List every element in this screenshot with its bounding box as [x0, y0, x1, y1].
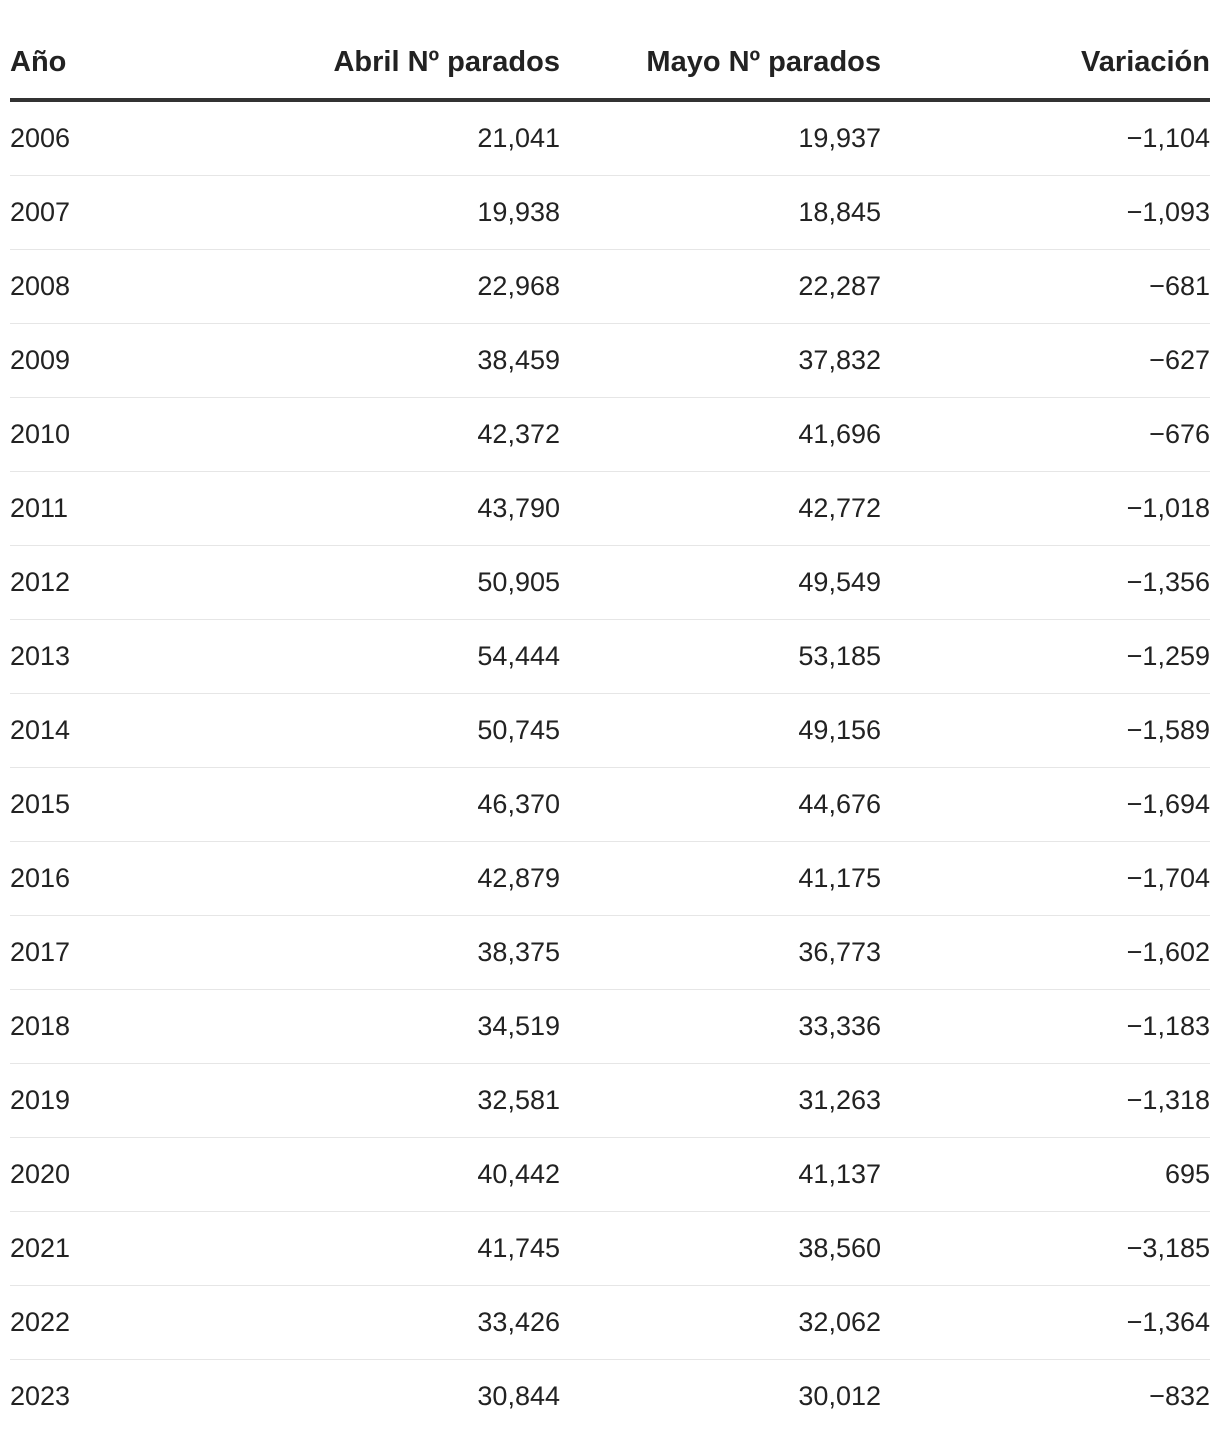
cell-variation: −3,185: [881, 1212, 1210, 1286]
cell-april-unemployed: 42,372: [240, 398, 560, 472]
cell-variation: −1,694: [881, 768, 1210, 842]
cell-may-unemployed: 49,156: [560, 694, 881, 768]
cell-may-unemployed: 37,832: [560, 324, 881, 398]
cell-year: 2008: [10, 250, 240, 324]
cell-april-unemployed: 54,444: [240, 620, 560, 694]
cell-variation: −1,589: [881, 694, 1210, 768]
table-row: [10, 842, 1210, 916]
cell-year: 2016: [10, 842, 240, 916]
cell-april-unemployed: 40,442: [240, 1138, 560, 1212]
cell-may-unemployed: 22,287: [560, 250, 881, 324]
cell-may-unemployed: 41,175: [560, 842, 881, 916]
cell-variation: −1,356: [881, 546, 1210, 620]
table-row: [10, 620, 1210, 694]
cell-variation: 695: [881, 1138, 1210, 1212]
cell-april-unemployed: 38,459: [240, 324, 560, 398]
cell-year: 2022: [10, 1286, 240, 1360]
cell-variation: −627: [881, 324, 1210, 398]
table-row: [10, 100, 1210, 176]
cell-year: 2014: [10, 694, 240, 768]
cell-year: 2012: [10, 546, 240, 620]
cell-april-unemployed: 38,375: [240, 916, 560, 990]
header-variation[interactable]: Variación: [881, 26, 1210, 100]
table-row: [10, 176, 1210, 250]
cell-april-unemployed: 21,041: [240, 100, 560, 176]
cell-april-unemployed: 41,745: [240, 1212, 560, 1286]
cell-may-unemployed: 42,772: [560, 472, 881, 546]
table-body: [10, 100, 1210, 1433]
cell-year: 2019: [10, 1064, 240, 1138]
header-row: [10, 26, 1210, 100]
cell-variation: −832: [1149, 1381, 1210, 1411]
table-row: [10, 768, 1210, 842]
cell-may-unemployed: 33,336: [560, 990, 881, 1064]
cell-variation: −1,104: [881, 100, 1210, 176]
table-row: [10, 1138, 1210, 1212]
cell-year: 2006: [10, 100, 240, 176]
cell-april-unemployed: 43,790: [240, 472, 560, 546]
cell-year: 2013: [10, 620, 240, 694]
cell-variation: −1,364: [881, 1286, 1210, 1360]
table-row: [10, 1212, 1210, 1286]
cell-april-unemployed: 22,968: [240, 250, 560, 324]
cell-year: 2018: [10, 990, 240, 1064]
table-row: [10, 324, 1210, 398]
cell-may-unemployed: 38,560: [560, 1212, 881, 1286]
cell-may-unemployed: 44,676: [560, 768, 881, 842]
table-row: [10, 398, 1210, 472]
cell-variation: −1,093: [881, 176, 1210, 250]
table-row: [10, 472, 1210, 546]
cell-variation: −1,018: [881, 472, 1210, 546]
cell-year: 2015: [10, 768, 240, 842]
header-may-unemployed[interactable]: Mayo Nº parados: [560, 26, 881, 100]
cell-april-unemployed: 33,426: [240, 1286, 560, 1360]
cell-variation: −1,183: [881, 990, 1210, 1064]
cell-april-unemployed: 32,581: [240, 1064, 560, 1138]
cell-may-unemployed: 19,937: [560, 100, 881, 176]
cell-may-unemployed: 36,773: [560, 916, 881, 990]
cell-april-unemployed: 50,745: [240, 694, 560, 768]
cell-year: 2011: [10, 472, 240, 546]
table-row: [10, 1064, 1210, 1138]
header-year[interactable]: Año: [10, 26, 240, 100]
table-row: [10, 250, 1210, 324]
table-row: [10, 916, 1210, 990]
cell-april-unemployed: 34,519: [240, 990, 560, 1064]
table-header: [10, 26, 1210, 100]
cell-year: 2009: [10, 324, 240, 398]
cell-year: 2021: [10, 1212, 240, 1286]
cell-april-unemployed: 42,879: [240, 842, 560, 916]
cell-variation: −1,602: [881, 916, 1210, 990]
cell-may-unemployed: 49,549: [560, 546, 881, 620]
table-row: [10, 694, 1210, 768]
table-row: [10, 546, 1210, 620]
cell-may-unemployed: 31,263: [560, 1064, 881, 1138]
cell-year: 2017: [10, 916, 240, 990]
header-april-unemployed[interactable]: Abril Nº parados: [240, 26, 560, 100]
cell-may-unemployed: 18,845: [560, 176, 881, 250]
cell-april-unemployed: 46,370: [240, 768, 560, 842]
data-table-container: [10, 26, 1210, 1433]
table-row: [10, 1286, 1210, 1360]
cell-april-unemployed: 30,844: [477, 1381, 560, 1411]
cell-year: 2010: [10, 398, 240, 472]
table-row: [10, 1360, 1210, 1434]
unemployment-table: [10, 26, 1210, 1433]
cell-variation: −1,259: [881, 620, 1210, 694]
cell-may-unemployed: 53,185: [560, 620, 881, 694]
cell-may-unemployed: 32,062: [560, 1286, 881, 1360]
cell-april-unemployed: 50,905: [240, 546, 560, 620]
cell-variation: −681: [881, 250, 1210, 324]
cell-variation: −1,318: [881, 1064, 1210, 1138]
table-row: [10, 990, 1210, 1064]
cell-year: 2023: [10, 1381, 71, 1411]
cell-may-unemployed: 41,696: [560, 398, 881, 472]
cell-year: 2020: [10, 1138, 240, 1212]
cell-may-unemployed: 30,012: [798, 1381, 881, 1411]
cell-variation: −1,704: [881, 842, 1210, 916]
cell-year: 2007: [10, 176, 240, 250]
cell-april-unemployed: 19,938: [240, 176, 560, 250]
cell-variation: −676: [881, 398, 1210, 472]
cell-may-unemployed: 41,137: [560, 1138, 881, 1212]
